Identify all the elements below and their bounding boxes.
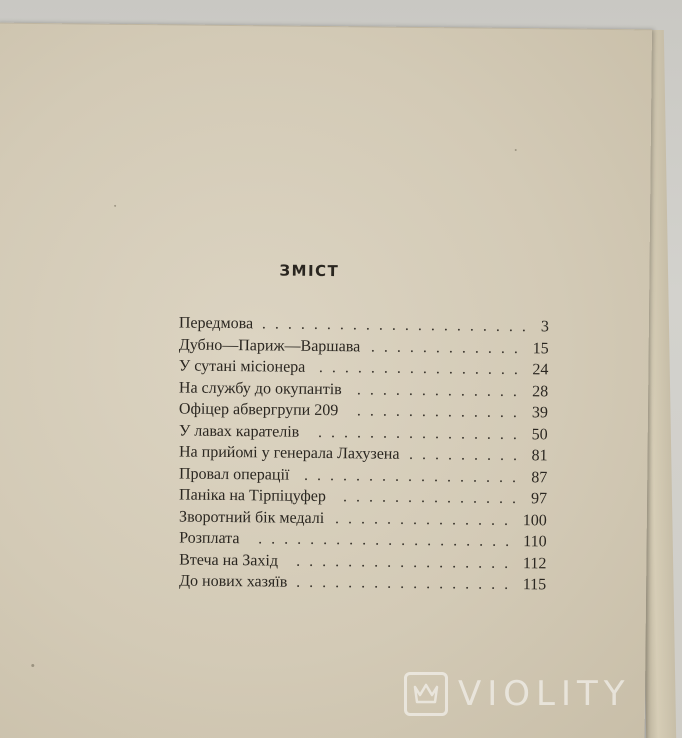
toc-entry-title: У сутані місіонера	[178, 357, 306, 376]
toc-entry-page: 97	[530, 490, 548, 508]
toc-entry-page: 81	[531, 447, 548, 465]
toc-entry-page: 28	[532, 382, 549, 400]
watermark	[404, 668, 631, 720]
toc-leader-dots: ..............	[342, 488, 526, 508]
paper-speck	[515, 149, 517, 151]
toc-entry-title: До нових хазяїв	[179, 572, 288, 591]
paper-speck	[114, 205, 116, 207]
toc-entry-page: 115	[522, 576, 547, 594]
toc-leader-dots: ................	[318, 358, 528, 379]
book-page	[0, 23, 652, 738]
toc-entry-page: 50	[531, 425, 548, 443]
toc-entry-title: Офіцер абвергрупи 209	[178, 400, 339, 420]
toc-leader-dots: ..............	[335, 509, 518, 529]
toc-leader-dots: ............	[370, 338, 527, 357]
toc-leader-dots: .............	[356, 380, 527, 400]
toc-leader-dots: .................	[296, 552, 518, 572]
toc-entry-title: Втеча на Захід	[179, 551, 279, 570]
toc-entry-title: Дубно—Париж—Варшава	[178, 335, 361, 355]
toc-entry-page: 87	[531, 468, 548, 486]
watermark-text: VIOLITY	[458, 674, 631, 714]
toc-leader-dots: .................	[303, 466, 526, 486]
toc-leader-dots: .....................	[261, 315, 535, 336]
toc-entry-title: На службу до окупантів	[178, 379, 342, 398]
toc-leader-dots: .........	[408, 445, 527, 465]
toc-entry-title: Паніка на Тірпіцуфер	[178, 486, 326, 506]
toc-leader-dots: ....................	[258, 530, 519, 551]
toc-entry-title: На прийомі у генерала Лахузена	[178, 443, 400, 463]
toc-entry-page: 3	[540, 318, 549, 336]
toc-entry-page: 112	[522, 554, 547, 572]
table-of-contents	[176, 314, 549, 597]
toc-leader-dots: .............	[356, 402, 527, 422]
toc-entry	[179, 573, 546, 598]
toc-entry-title: Провал операції	[178, 465, 290, 484]
toc-entry-title: Передмова	[178, 314, 254, 333]
contents-heading: ЗМІСТ	[279, 261, 340, 281]
toc-entry-page: 100	[522, 511, 547, 529]
crown-icon	[404, 672, 448, 716]
page-content	[0, 24, 652, 738]
toc-entry-title: У лавах карателів	[178, 422, 300, 441]
toc-entry-page: 110	[523, 533, 547, 551]
toc-entry-page: 39	[531, 404, 549, 422]
toc-entry-title: Розплата	[179, 529, 240, 548]
toc-entry-page: 24	[532, 361, 549, 379]
toc-entry-title: Зворотний бік медалі	[179, 508, 325, 527]
toc-leader-dots: ................	[317, 423, 527, 443]
toc-entry-page: 15	[532, 339, 549, 357]
toc-leader-dots: .................	[296, 573, 518, 594]
paper-speck	[31, 664, 34, 667]
